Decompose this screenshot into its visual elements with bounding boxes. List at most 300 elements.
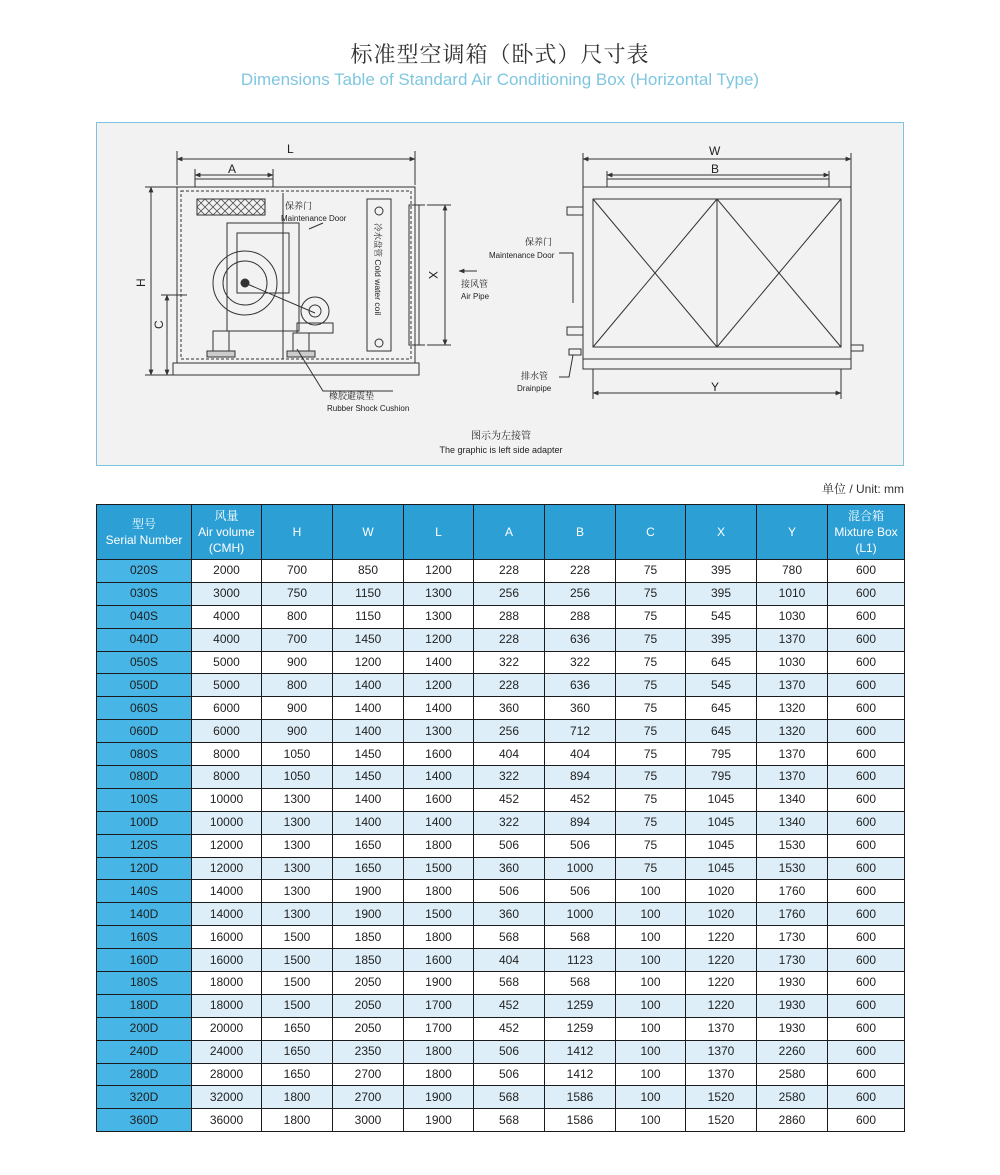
table-cell: 600 bbox=[828, 811, 905, 834]
table-cell: 600 bbox=[828, 651, 905, 674]
caption-en: The graphic is left side adapter bbox=[439, 445, 563, 455]
table-cell: 2050 bbox=[333, 972, 404, 995]
table-body bbox=[97, 560, 905, 1132]
table-cell: 8000 bbox=[192, 766, 262, 789]
table-cell: 1500 bbox=[262, 972, 333, 995]
column-header bbox=[545, 505, 616, 560]
table-cell: 1450 bbox=[333, 766, 404, 789]
table-cell: 1400 bbox=[333, 697, 404, 720]
table-cell: 228 bbox=[545, 560, 616, 583]
table-cell: 1045 bbox=[686, 834, 757, 857]
table-cell: 10000 bbox=[192, 788, 262, 811]
table-cell: 75 bbox=[616, 628, 686, 651]
table-cell: 1500 bbox=[262, 994, 333, 1017]
table-cell: 568 bbox=[474, 972, 545, 995]
table-cell: 600 bbox=[828, 880, 905, 903]
table-cell: 1200 bbox=[404, 674, 474, 697]
front-maintenance-door-en-label: Maintenance Door bbox=[489, 251, 555, 260]
serial-number-cell: 040S bbox=[97, 605, 192, 628]
maintenance-door-en-label: Maintenance Door bbox=[281, 214, 347, 223]
serial-number-cell: 080S bbox=[97, 743, 192, 766]
front-view bbox=[559, 153, 863, 399]
table-cell: 600 bbox=[828, 926, 905, 949]
table-cell: 545 bbox=[686, 605, 757, 628]
table-cell: 1412 bbox=[545, 1040, 616, 1063]
table-cell: 100 bbox=[616, 880, 686, 903]
serial-number-cell: 140S bbox=[97, 880, 192, 903]
table-cell: 1600 bbox=[404, 788, 474, 811]
table-cell: 360 bbox=[545, 697, 616, 720]
front-maintenance-door-cn-label: 保养门 bbox=[525, 237, 553, 247]
table-cell: 360 bbox=[474, 903, 545, 926]
table-cell: 1220 bbox=[686, 994, 757, 1017]
table-cell: 645 bbox=[686, 651, 757, 674]
table-cell: 1320 bbox=[757, 697, 828, 720]
table-cell: 360 bbox=[474, 857, 545, 880]
table-cell: 1370 bbox=[757, 743, 828, 766]
table-cell: 506 bbox=[474, 1040, 545, 1063]
table-cell: 288 bbox=[474, 605, 545, 628]
table-row bbox=[97, 605, 905, 628]
table-cell: 1800 bbox=[262, 1086, 333, 1109]
serial-number-cell: 120D bbox=[97, 857, 192, 880]
table-row bbox=[97, 1017, 905, 1040]
table-cell: 322 bbox=[474, 811, 545, 834]
serial-number-cell: 120S bbox=[97, 834, 192, 857]
table-cell: 1370 bbox=[686, 1040, 757, 1063]
table-cell: 700 bbox=[262, 560, 333, 583]
table-row bbox=[97, 697, 905, 720]
table-cell: 600 bbox=[828, 743, 905, 766]
serial-number-cell: 040D bbox=[97, 628, 192, 651]
table-cell: 568 bbox=[474, 1109, 545, 1132]
table-cell: 1850 bbox=[333, 926, 404, 949]
table-cell: 1300 bbox=[262, 811, 333, 834]
serial-number-cell: 050D bbox=[97, 674, 192, 697]
table-cell: 1530 bbox=[757, 857, 828, 880]
table-cell: 1700 bbox=[404, 994, 474, 1017]
table-cell: 1045 bbox=[686, 788, 757, 811]
dim-B-label: B bbox=[711, 162, 720, 176]
table-cell: 1400 bbox=[404, 697, 474, 720]
table-cell: 14000 bbox=[192, 880, 262, 903]
table-cell: 360 bbox=[474, 697, 545, 720]
table-row bbox=[97, 903, 905, 926]
serial-number-cell: 080D bbox=[97, 766, 192, 789]
table-cell: 600 bbox=[828, 1040, 905, 1063]
table-cell: 506 bbox=[474, 880, 545, 903]
serial-number-cell: 180D bbox=[97, 994, 192, 1017]
table-cell: 600 bbox=[828, 1109, 905, 1132]
serial-number-cell: 320D bbox=[97, 1086, 192, 1109]
table-cell: 75 bbox=[616, 582, 686, 605]
table-cell: 600 bbox=[828, 560, 905, 583]
table-cell: 75 bbox=[616, 857, 686, 880]
table-cell: 18000 bbox=[192, 994, 262, 1017]
table-cell: 1700 bbox=[404, 1017, 474, 1040]
table-cell: 395 bbox=[686, 582, 757, 605]
table-cell: 600 bbox=[828, 1086, 905, 1109]
table-cell: 452 bbox=[474, 788, 545, 811]
table-cell: 404 bbox=[474, 743, 545, 766]
table-cell: 600 bbox=[828, 834, 905, 857]
serial-number-cell: 100S bbox=[97, 788, 192, 811]
table-cell: 1400 bbox=[404, 766, 474, 789]
table-cell: 1730 bbox=[757, 949, 828, 972]
serial-number-cell: 180S bbox=[97, 972, 192, 995]
table-cell: 12000 bbox=[192, 834, 262, 857]
table-cell: 1930 bbox=[757, 1017, 828, 1040]
table-cell: 100 bbox=[616, 1086, 686, 1109]
table-row bbox=[97, 834, 905, 857]
table-cell: 2580 bbox=[757, 1063, 828, 1086]
table-cell: 1400 bbox=[404, 651, 474, 674]
table-cell: 8000 bbox=[192, 743, 262, 766]
table-row bbox=[97, 1040, 905, 1063]
column-header bbox=[616, 505, 686, 560]
table-cell: 28000 bbox=[192, 1063, 262, 1086]
table-cell: 1800 bbox=[404, 1063, 474, 1086]
table-cell: 1045 bbox=[686, 857, 757, 880]
table-cell: 1800 bbox=[404, 834, 474, 857]
table-cell: 2700 bbox=[333, 1063, 404, 1086]
table-cell: 1530 bbox=[757, 834, 828, 857]
table-cell: 600 bbox=[828, 766, 905, 789]
serial-number-cell: 060D bbox=[97, 720, 192, 743]
table-cell: 506 bbox=[474, 1063, 545, 1086]
table-cell: 36000 bbox=[192, 1109, 262, 1132]
column-header-line: H bbox=[292, 525, 302, 539]
table-cell: 2000 bbox=[192, 560, 262, 583]
table-cell: 10000 bbox=[192, 811, 262, 834]
table-cell: 322 bbox=[474, 766, 545, 789]
air-pipe-cn-label: 接风管 bbox=[461, 279, 489, 289]
table-cell: 800 bbox=[262, 605, 333, 628]
table-cell: 75 bbox=[616, 811, 686, 834]
table-cell: 712 bbox=[545, 720, 616, 743]
caption-cn: 图示为左接管 bbox=[471, 431, 531, 442]
table-cell: 800 bbox=[262, 674, 333, 697]
table-cell: 100 bbox=[616, 949, 686, 972]
table-row bbox=[97, 788, 905, 811]
table-cell: 1150 bbox=[333, 605, 404, 628]
rubber-cushion-cn-label: 橡胶避震垫 bbox=[329, 391, 375, 401]
table-cell: 1010 bbox=[757, 582, 828, 605]
table-cell: 600 bbox=[828, 903, 905, 926]
table-cell: 600 bbox=[828, 788, 905, 811]
table-cell: 850 bbox=[333, 560, 404, 583]
table-cell: 700 bbox=[262, 628, 333, 651]
table-cell: 14000 bbox=[192, 903, 262, 926]
table-cell: 228 bbox=[474, 674, 545, 697]
table-cell: 322 bbox=[474, 651, 545, 674]
table-cell: 1800 bbox=[404, 1040, 474, 1063]
table-cell: 100 bbox=[616, 994, 686, 1017]
table-cell: 1600 bbox=[404, 743, 474, 766]
table-cell: 12000 bbox=[192, 857, 262, 880]
serial-number-cell: 050S bbox=[97, 651, 192, 674]
table-cell: 1900 bbox=[404, 1086, 474, 1109]
column-header-line: W bbox=[362, 525, 374, 539]
diagram-drawing bbox=[97, 123, 903, 465]
table-cell: 6000 bbox=[192, 720, 262, 743]
table-cell: 1340 bbox=[757, 788, 828, 811]
table-cell: 75 bbox=[616, 766, 686, 789]
table-cell: 1650 bbox=[262, 1040, 333, 1063]
dim-C-label: C bbox=[152, 320, 166, 329]
table-cell: 75 bbox=[616, 697, 686, 720]
table-cell: 2860 bbox=[757, 1109, 828, 1132]
column-header-line: Air volume bbox=[198, 525, 255, 539]
table-row bbox=[97, 1063, 905, 1086]
table-cell: 1760 bbox=[757, 880, 828, 903]
table-cell: 1930 bbox=[757, 994, 828, 1017]
table-cell: 1400 bbox=[333, 788, 404, 811]
table-cell: 1300 bbox=[262, 903, 333, 926]
table-cell: 75 bbox=[616, 788, 686, 811]
table-cell: 100 bbox=[616, 1109, 686, 1132]
dim-L-label: L bbox=[287, 142, 294, 156]
table-cell: 3000 bbox=[333, 1109, 404, 1132]
table-cell: 1030 bbox=[757, 605, 828, 628]
dim-H-label: H bbox=[134, 278, 148, 287]
table-cell: 16000 bbox=[192, 949, 262, 972]
table-cell: 1300 bbox=[404, 605, 474, 628]
table-cell: 600 bbox=[828, 720, 905, 743]
table-cell: 1045 bbox=[686, 811, 757, 834]
table-cell: 1300 bbox=[404, 720, 474, 743]
dim-A-label: A bbox=[228, 162, 237, 176]
table-row bbox=[97, 674, 905, 697]
table-cell: 75 bbox=[616, 834, 686, 857]
table-cell: 600 bbox=[828, 674, 905, 697]
table-cell: 600 bbox=[828, 582, 905, 605]
table-cell: 100 bbox=[616, 1017, 686, 1040]
table-cell: 1300 bbox=[262, 834, 333, 857]
column-header-line: (CMH) bbox=[208, 541, 245, 555]
front-view-labels bbox=[489, 144, 721, 394]
table-cell: 894 bbox=[545, 811, 616, 834]
column-header bbox=[474, 505, 545, 560]
column-header-line: B bbox=[575, 525, 584, 539]
maintenance-door-cn-label: 保养门 bbox=[285, 201, 313, 211]
serial-number-cell: 360D bbox=[97, 1109, 192, 1132]
table-cell: 228 bbox=[474, 628, 545, 651]
table-cell: 2350 bbox=[333, 1040, 404, 1063]
column-header-line: (L1) bbox=[855, 541, 877, 555]
column-header bbox=[333, 505, 404, 560]
table-cell: 1930 bbox=[757, 972, 828, 995]
table-cell: 1370 bbox=[757, 674, 828, 697]
serial-number-cell: 160S bbox=[97, 926, 192, 949]
table-cell: 1450 bbox=[333, 628, 404, 651]
table-cell: 3000 bbox=[192, 582, 262, 605]
table-row bbox=[97, 926, 905, 949]
table-cell: 600 bbox=[828, 857, 905, 880]
table-cell: 256 bbox=[545, 582, 616, 605]
table-cell: 452 bbox=[545, 788, 616, 811]
table-cell: 6000 bbox=[192, 697, 262, 720]
table-cell: 1900 bbox=[333, 880, 404, 903]
serial-number-cell: 020S bbox=[97, 560, 192, 583]
table-cell: 568 bbox=[545, 972, 616, 995]
table-cell: 75 bbox=[616, 605, 686, 628]
table-cell: 568 bbox=[474, 1086, 545, 1109]
table-cell: 4000 bbox=[192, 605, 262, 628]
table-cell: 1650 bbox=[333, 834, 404, 857]
column-header-line: Mixture Box bbox=[834, 525, 898, 539]
table-cell: 5000 bbox=[192, 651, 262, 674]
table-cell: 1259 bbox=[545, 994, 616, 1017]
table-cell: 1259 bbox=[545, 1017, 616, 1040]
table-cell: 600 bbox=[828, 994, 905, 1017]
table-cell: 1500 bbox=[404, 903, 474, 926]
table-row bbox=[97, 766, 905, 789]
table-cell: 1400 bbox=[404, 811, 474, 834]
table-cell: 1220 bbox=[686, 949, 757, 972]
column-header bbox=[828, 505, 905, 560]
column-header bbox=[97, 505, 192, 560]
serial-number-cell: 200D bbox=[97, 1017, 192, 1040]
table-row bbox=[97, 880, 905, 903]
table-cell: 404 bbox=[474, 949, 545, 972]
table-cell: 1900 bbox=[404, 972, 474, 995]
table-cell: 600 bbox=[828, 1063, 905, 1086]
serial-number-cell: 240D bbox=[97, 1040, 192, 1063]
table-cell: 75 bbox=[616, 674, 686, 697]
column-header bbox=[262, 505, 333, 560]
table-cell: 24000 bbox=[192, 1040, 262, 1063]
table-cell: 1050 bbox=[262, 743, 333, 766]
column-header-line: X bbox=[716, 525, 725, 539]
table-row bbox=[97, 994, 905, 1017]
table-cell: 1370 bbox=[757, 628, 828, 651]
table-header-row bbox=[97, 505, 905, 560]
table-cell: 1650 bbox=[262, 1063, 333, 1086]
table-row bbox=[97, 857, 905, 880]
table-cell: 900 bbox=[262, 720, 333, 743]
serial-number-cell: 140D bbox=[97, 903, 192, 926]
table-cell: 1900 bbox=[333, 903, 404, 926]
table-cell: 75 bbox=[616, 651, 686, 674]
table-cell: 100 bbox=[616, 1040, 686, 1063]
table-cell: 1123 bbox=[545, 949, 616, 972]
table-cell: 568 bbox=[474, 926, 545, 949]
dim-W-label: W bbox=[709, 144, 721, 158]
table-cell: 256 bbox=[474, 720, 545, 743]
table-cell: 1370 bbox=[686, 1017, 757, 1040]
table-cell: 16000 bbox=[192, 926, 262, 949]
table-cell: 600 bbox=[828, 972, 905, 995]
table-cell: 1200 bbox=[333, 651, 404, 674]
table-cell: 1370 bbox=[757, 766, 828, 789]
table-cell: 1200 bbox=[404, 628, 474, 651]
table-cell: 1800 bbox=[404, 880, 474, 903]
table-cell: 894 bbox=[545, 766, 616, 789]
table-cell: 795 bbox=[686, 766, 757, 789]
table-cell: 1650 bbox=[262, 1017, 333, 1040]
table-cell: 100 bbox=[616, 1063, 686, 1086]
drainpipe-en-label: Drainpipe bbox=[517, 384, 552, 393]
table-cell: 795 bbox=[686, 743, 757, 766]
table-cell: 545 bbox=[686, 674, 757, 697]
table-cell: 20000 bbox=[192, 1017, 262, 1040]
table-cell: 600 bbox=[828, 628, 905, 651]
table-row bbox=[97, 628, 905, 651]
table-cell: 228 bbox=[474, 560, 545, 583]
table-cell: 1500 bbox=[404, 857, 474, 880]
serial-number-cell: 100D bbox=[97, 811, 192, 834]
table-cell: 1650 bbox=[333, 857, 404, 880]
table-cell: 636 bbox=[545, 628, 616, 651]
table-cell: 1600 bbox=[404, 949, 474, 972]
column-header bbox=[757, 505, 828, 560]
table-cell: 900 bbox=[262, 651, 333, 674]
column-header-line: C bbox=[646, 525, 655, 539]
table-cell: 1760 bbox=[757, 903, 828, 926]
table-cell: 1200 bbox=[404, 560, 474, 583]
serial-number-cell: 060S bbox=[97, 697, 192, 720]
column-header-line: L bbox=[435, 525, 442, 539]
table-cell: 600 bbox=[828, 949, 905, 972]
table-row bbox=[97, 1109, 905, 1132]
table-cell: 75 bbox=[616, 560, 686, 583]
table-cell: 1500 bbox=[262, 926, 333, 949]
table-cell: 452 bbox=[474, 1017, 545, 1040]
table-cell: 1400 bbox=[333, 674, 404, 697]
table-cell: 1500 bbox=[262, 949, 333, 972]
page-title-en: Dimensions Table of Standard Air Conditioning Box (Horizontal Type) bbox=[240, 70, 760, 89]
table-cell: 1000 bbox=[545, 857, 616, 880]
table-row bbox=[97, 720, 905, 743]
table-cell: 322 bbox=[545, 651, 616, 674]
serial-number-cell: 030S bbox=[97, 582, 192, 605]
table-cell: 18000 bbox=[192, 972, 262, 995]
table-cell: 1220 bbox=[686, 972, 757, 995]
table-row bbox=[97, 582, 905, 605]
table-cell: 395 bbox=[686, 628, 757, 651]
column-header bbox=[686, 505, 757, 560]
column-header-line: 混合箱 bbox=[847, 509, 884, 523]
table-cell: 1400 bbox=[333, 720, 404, 743]
dimension-diagram bbox=[96, 122, 904, 466]
table-cell: 1300 bbox=[262, 788, 333, 811]
table-cell: 780 bbox=[757, 560, 828, 583]
table-cell: 404 bbox=[545, 743, 616, 766]
table-cell: 1520 bbox=[686, 1086, 757, 1109]
table-cell: 1800 bbox=[404, 926, 474, 949]
table-cell: 645 bbox=[686, 697, 757, 720]
table-cell: 1730 bbox=[757, 926, 828, 949]
table-row bbox=[97, 743, 905, 766]
table-cell: 750 bbox=[262, 582, 333, 605]
column-header-line: 型号 bbox=[131, 517, 156, 531]
column-header-line: Y bbox=[787, 525, 796, 539]
page-title-cn: 标准型空调箱（卧式）尺寸表 bbox=[350, 42, 650, 67]
dim-X-label: X bbox=[426, 271, 440, 280]
table-cell: 636 bbox=[545, 674, 616, 697]
table-row bbox=[97, 949, 905, 972]
table-cell: 506 bbox=[545, 880, 616, 903]
table-cell: 100 bbox=[616, 903, 686, 926]
table-cell: 1412 bbox=[545, 1063, 616, 1086]
table-cell: 1900 bbox=[404, 1109, 474, 1132]
table-row bbox=[97, 811, 905, 834]
column-header-line: A bbox=[504, 525, 513, 539]
serial-number-cell: 160D bbox=[97, 949, 192, 972]
dim-Y-label: Y bbox=[711, 380, 720, 394]
table-row bbox=[97, 560, 905, 583]
